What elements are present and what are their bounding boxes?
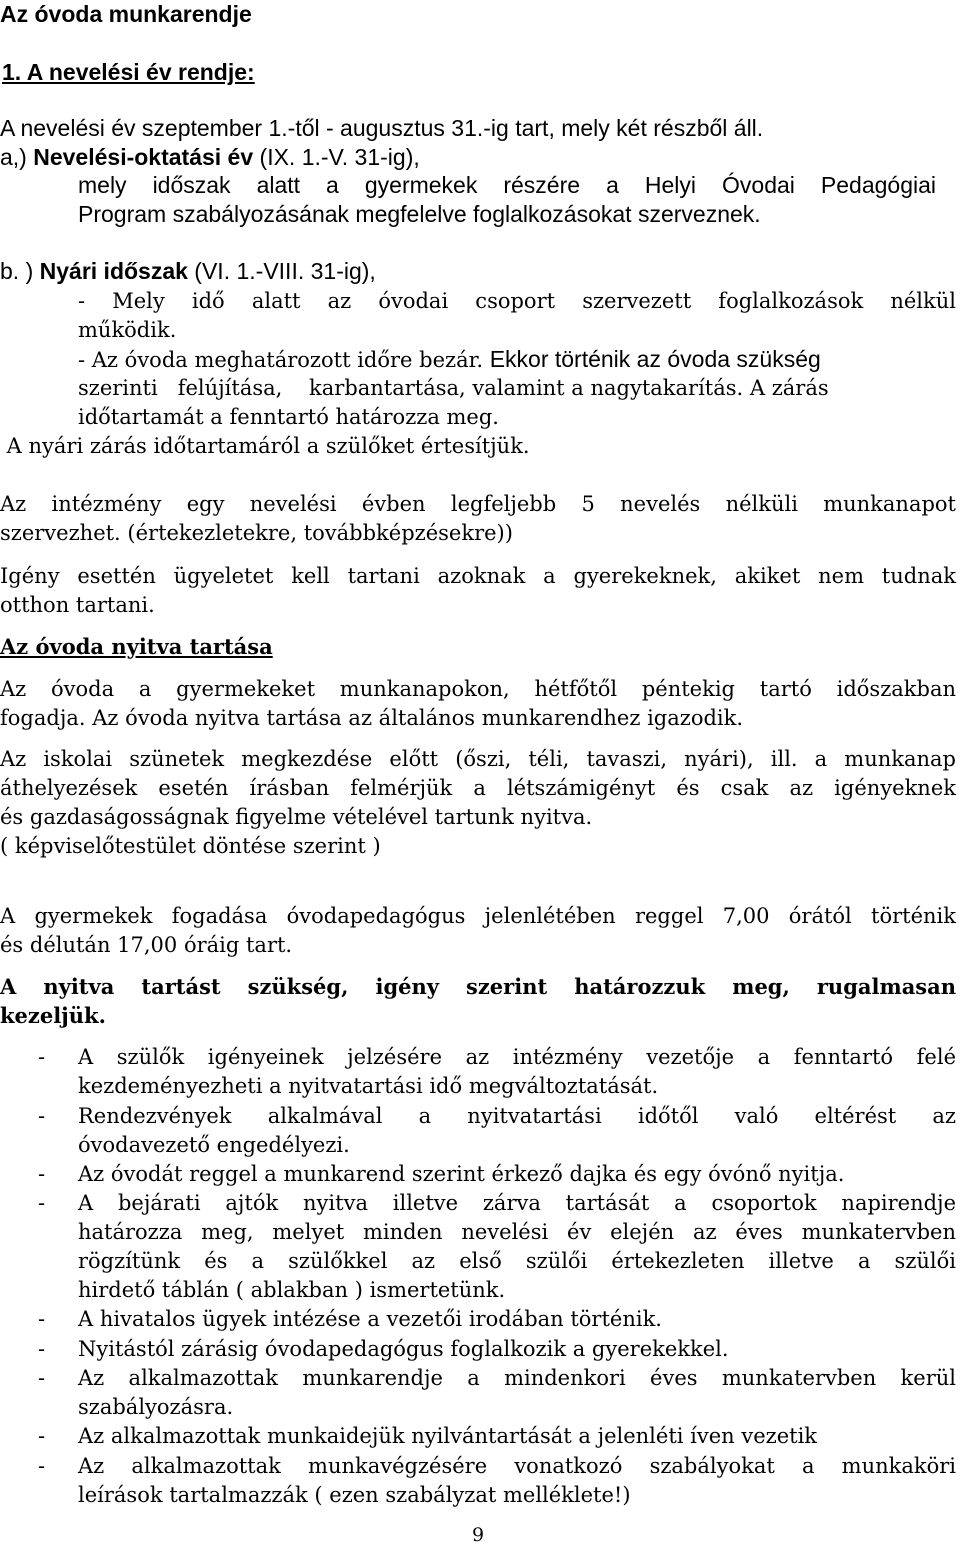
list-item-line: kezdeményezheti a nyitvatartási idő megváltoztatását.	[78, 1074, 659, 1098]
nyitva-p2-line-1: Az iskolai szünetek megkezdése előtt (őszi, téli, tavaszi, nyári), ill. a munkanap	[0, 747, 956, 771]
nyitva-p2-line-2: áthelyezések esetén írásban felmérjük a létszámigényt és csak az igényeknek	[0, 776, 956, 800]
period-b-line-3	[78, 345, 821, 374]
list-dash: -	[38, 1454, 46, 1478]
list-dash: -	[38, 1191, 46, 1215]
list-dash: -	[38, 1307, 46, 1331]
period-b-line-5: időtartamát a fenntartó határozza meg.	[78, 405, 499, 429]
nyitva-bold-line-2: kezeljük.	[0, 1003, 106, 1028]
list-item-line: Nyitástól zárásig óvodapedagógus foglalkozik a gyerekekkel.	[78, 1337, 729, 1361]
list-dash: -	[38, 1424, 46, 1448]
nyitva-p3-line-2: és délután 17,00 óráig tart.	[0, 933, 293, 957]
period-b-line-2: működik.	[78, 318, 177, 342]
nyitva-p2-line-3: és gazdaságosságnak figyelme vételével tartunk nyitva.	[0, 805, 593, 829]
intezmeny-line-2: szervezhet. (értekezletekre, továbbképzésekre))	[0, 521, 513, 545]
list-item-line: Az alkalmazottak munkavégzésére vonatkozó szabályokat a munkaköri	[78, 1454, 956, 1478]
period-b-line	[0, 257, 376, 285]
page-number: 9	[472, 1524, 485, 1546]
period-a-name: Nevelési-oktatási év	[33, 144, 254, 170]
period-b-line-4: szerinti felújítása, karbantartása, valamint a nagytakarítás. A zárás	[78, 376, 829, 400]
period-b-name: Nyári időszak	[39, 258, 188, 284]
period-a-dates: (IX. 1.-V. 31-ig),	[253, 144, 420, 170]
list-item-line: leírások tartalmazzák ( ezen szabályzat melléklete!)	[78, 1483, 631, 1507]
period-b-line-3b: Ekkor történik az óvoda szükség	[489, 346, 821, 372]
nyitva-p3-line-1: A gyermekek fogadása óvodapedagógus jelenlétében reggel 7,00 órától történik	[0, 904, 956, 928]
period-a-line-2: mely időszak alatt a gyermekek részére a Helyi Óvodai Pedagógiai	[78, 172, 936, 198]
page-title: Az óvoda munkarendje	[0, 1, 252, 27]
list-item-line: Az alkalmazottak munkaidejük nyilvántartását a jelenléti íven vezetik	[78, 1424, 818, 1448]
list-item-line: A szülők igényeinek jelzésére az intézmény vezetője a fenntartó felé	[78, 1045, 956, 1069]
list-dash: -	[38, 1337, 46, 1361]
nyitva-p2-line-4: ( képviselőtestület döntése szerint )	[0, 834, 381, 858]
list-dash: -	[38, 1366, 46, 1390]
period-a-line-3: Program szabályozásának megfelelve foglalkozásokat szerveznek.	[78, 201, 761, 227]
list-dash: -	[38, 1104, 46, 1128]
list-item-line: hirdető táblán ( ablakban ) ismertetünk.	[78, 1278, 506, 1302]
nyitva-p1-line-2: fogadja. Az óvoda nyitva tartása az általános munkarendhez igazodik.	[0, 706, 744, 730]
summer-closure-note: A nyári zárás időtartamáról a szülőket értesítjük.	[0, 434, 530, 458]
list-item-line: A bejárati ajtók nyitva illetve zárva tartását a csoportok napirendje	[78, 1191, 956, 1215]
list-item-line: rögzítünk és a szülőkkel az első szülői értekezleten illetve a szülői	[78, 1249, 956, 1273]
nyitva-p1-line-1: Az óvoda a gyermekeket munkanapokon, hétfőtől péntekig tartó időszakban	[0, 677, 956, 701]
list-item-line: Rendezvények alkalmával a nyitvatartási időtől való eltérést az	[78, 1104, 956, 1128]
igeny-line-2: otthon tartani.	[0, 593, 155, 617]
list-item-line: Az óvodát reggel a munkarend szerint érkező dajka és egy óvónő nyitja.	[78, 1162, 845, 1186]
period-b-dates: (VI. 1.-VIII. 31-ig),	[187, 258, 376, 284]
list-item-line: Az alkalmazottak munkarendje a mindenkori éves munkatervben kerül	[78, 1366, 956, 1390]
period-b-line-3a: - Az óvoda meghatározott időre bezár.	[78, 348, 490, 372]
period-b-prefix: b. )	[0, 258, 40, 284]
list-dash: -	[38, 1045, 46, 1069]
period-a-prefix: a,)	[0, 144, 34, 170]
section-heading-nyitva-tartas: Az óvoda nyitva tartása	[0, 634, 273, 659]
list-item-line: szabályozásra.	[78, 1395, 234, 1419]
period-b-line-1: - Mely idő alatt az óvodai csoport szervezett foglalkozások nélkül	[78, 289, 956, 313]
list-dash: -	[38, 1162, 46, 1186]
intro-line: A nevelési év szeptember 1.-től - augusztus 31.-ig tart, mely két részből áll.	[0, 115, 764, 141]
intezmeny-line-1: Az intézmény egy nevelési évben legfeljebb 5 nevelés nélküli munkanapot	[0, 492, 956, 516]
list-item-line: határozza meg, melyet minden nevelési év elején az éves munkatervben	[78, 1220, 956, 1244]
list-item-line: óvodavezető engedélyezi.	[78, 1133, 350, 1157]
period-a-line	[0, 143, 420, 171]
nyitva-bold-line-1: A nyitva tartást szükség, igény szerint határozzuk meg, rugalmasan	[0, 974, 956, 999]
section-heading-nevelesi-ev: 1. A nevelési év rendje:	[2, 59, 255, 85]
list-item-line: A hivatalos ügyek intézése a vezetői irodában történik.	[78, 1307, 662, 1331]
igeny-line-1: Igény esettén ügyeletet kell tartani azoknak a gyerekeknek, akiket nem tudnak	[0, 564, 956, 588]
